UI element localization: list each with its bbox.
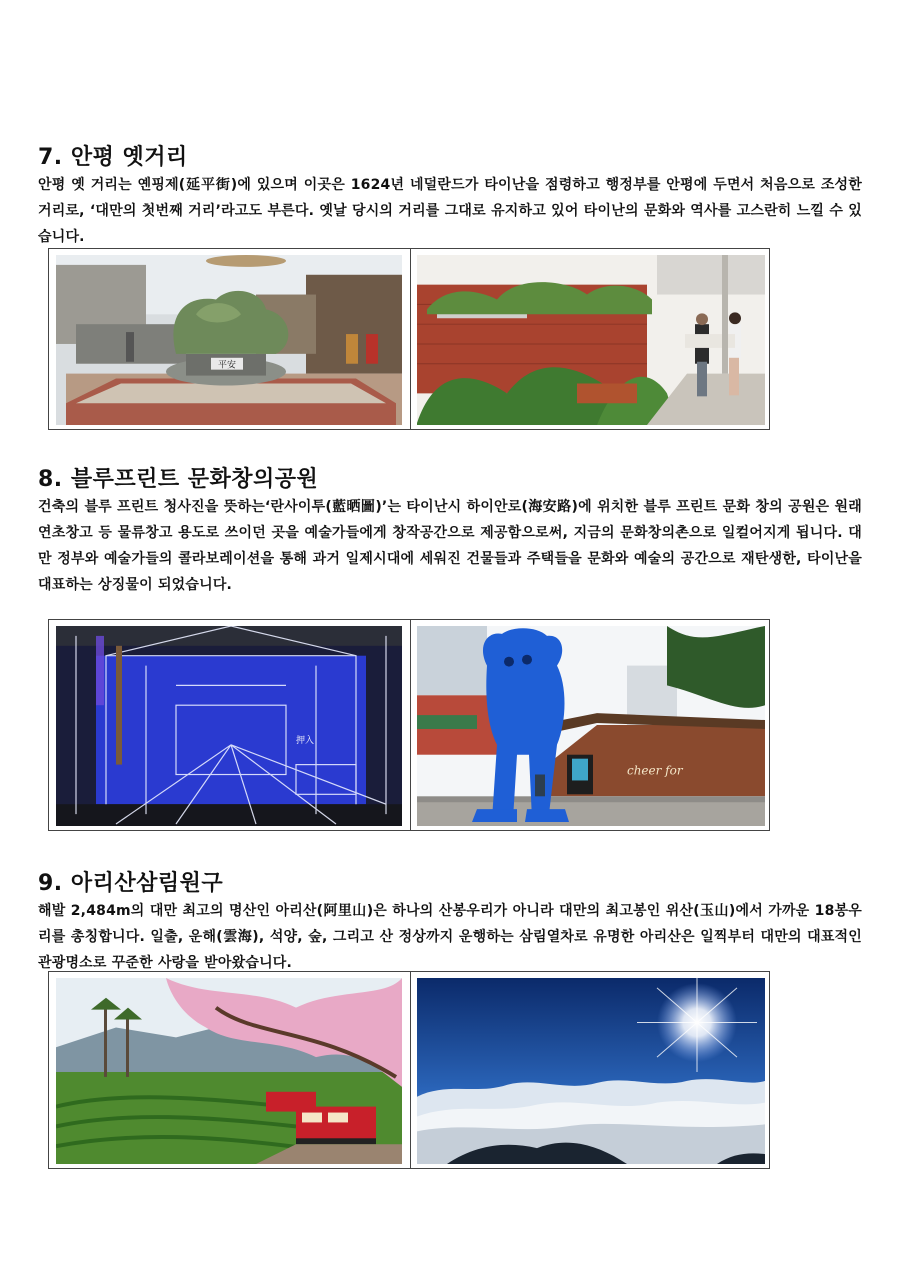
section-blueprint-park: [38, 462, 868, 612]
photo-pair-frame: [48, 971, 770, 1169]
section-alishan-forest: [38, 866, 868, 976]
blue-character-statue-photo: [417, 626, 765, 826]
blueprint-wireframe-house-photo: [56, 626, 402, 826]
section-title: 7. 안평 옛거리: [38, 145, 188, 170]
section-body: 건축의 블루 프린트 청사진을 뜻하는‘란사이투(藍晒圖)’는 타이난시 하이안로(海安路)에 위치한 블루 프린트 문화 창의 공원은 원래 연초창고 등 물류창고 용도로 쓰이던 곳을 예술가들에게 창작공간으로 제공함으로써, 지금의 문화창의촌으로 일컬어지게 됩니다. 대만 정부와 예술가들의 콜라보레이션을 통해 과거 일제시대에 세워진 건물들과 주택들을 문화와 예술의 공간으로 재탄생한, 타이난을 대표하는 상징물이 되었습니다.: [38, 499, 862, 593]
photo-pair-frame: [48, 619, 770, 831]
cheer-for-sign-text: cheer for: [627, 763, 683, 778]
section-anping-old-street: [38, 140, 868, 250]
wireframe-sign-text: 押入: [296, 735, 314, 746]
photo-pair-frame: [48, 248, 770, 430]
section-body: 해발 2,484m의 대만 최고의 명산인 아리산(阿里山)은 하나의 산봉우리가 아니라 대만의 최고봉인 위산(玉山)에서 가까운 18봉우리를 총칭합니다. 일출, 운해(雲海), 석양, 숲, 그리고 산 정상까지 운행하는 삼림열차로 유명한 아리산은 일찍부터 대만의 대표적인 관광명소로 꾸준한 사랑을 받아왔습니다.: [38, 903, 862, 971]
section-title: 9. 아리산삼림원구: [38, 871, 224, 896]
section-title: 8. 블루프린트 문화창의공원: [38, 467, 319, 492]
section-body: 안평 옛 거리는 옌핑제(延平街)에 있으며 이곳은 1624년 네덜란드가 타이난을 점령하고 행정부를 안평에 두면서 처음으로 조성한 거리로, ‘대만의 첫번째 거리’라고도 부른다. 옛날 당시의 거리를 그대로 유지하고 있어 타이난의 문화와 역사를 고스란히 느낄 수 있습니다.: [38, 177, 862, 245]
stone-lion-fountain-photo: [56, 255, 402, 425]
fountain-sign-text: 平安: [218, 360, 236, 371]
cherry-blossom-train-photo: [56, 978, 402, 1164]
sea-of-clouds-sun-photo: [417, 978, 765, 1164]
photo-divider: [410, 249, 411, 429]
photo-divider: [410, 620, 411, 830]
photo-divider: [410, 972, 411, 1168]
brick-alley-garden-photo: [417, 255, 765, 425]
